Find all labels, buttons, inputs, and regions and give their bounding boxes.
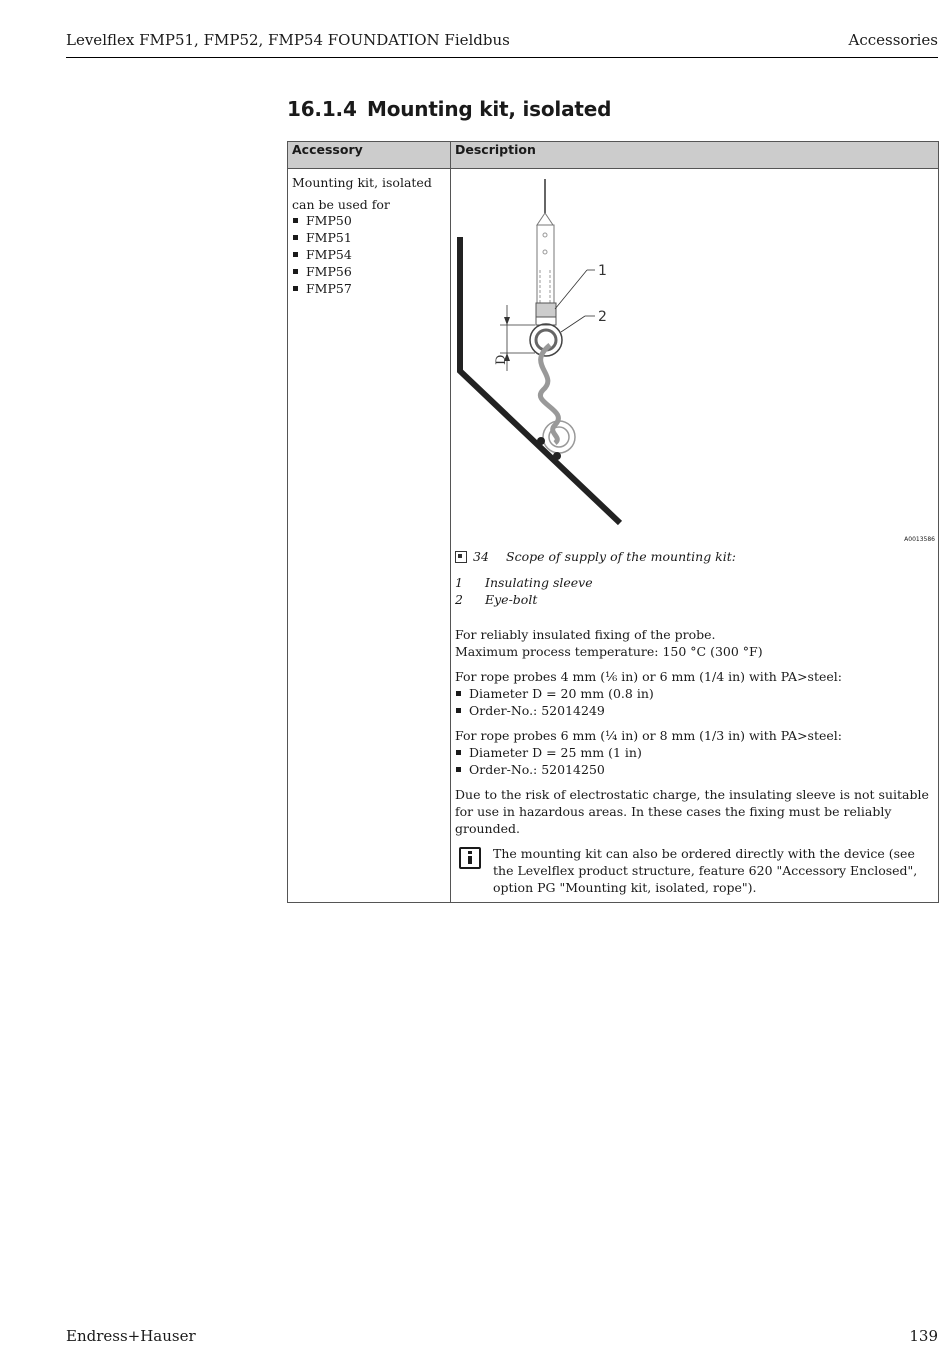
header-doc-title: Levelflex FMP51, FMP52, FMP54 FOUNDATION Fieldbus <box>66 31 510 49</box>
accessory-cell <box>288 169 451 903</box>
figure-id: A0013586 <box>904 536 935 543</box>
section-number: 16.1.4 <box>287 97 357 121</box>
list-item: FMP54 <box>292 246 446 263</box>
rope-b-intro: For rope probes 6 mm (¹⁄₄ in) or 8 mm (1/3 in) with PA>steel: <box>455 728 842 743</box>
model-list <box>292 212 446 297</box>
figure-icon <box>455 551 467 563</box>
dim-arrow-top <box>504 317 510 325</box>
footer-brand: Endress+Hauser <box>66 1327 196 1345</box>
section-heading <box>287 97 611 121</box>
rope-a-paragraph <box>455 668 934 719</box>
legend-text: Insulating sleeve <box>485 575 593 590</box>
weld-point-1 <box>537 437 545 445</box>
warning-paragraph: Due to the risk of electrostatic charge, the insulating sleeve is not suitable for use in hazardous areas. In these cases the fixing must be reliably grounded. <box>455 787 929 836</box>
legend-item <box>455 591 934 608</box>
leader-line-2 <box>561 316 585 332</box>
header-rule <box>66 57 938 58</box>
used-for-label: can be used for <box>292 197 390 212</box>
weld-point-2 <box>553 452 561 460</box>
note-block <box>455 845 934 896</box>
rope-b-list <box>455 744 934 778</box>
header-accessory: Accessory <box>288 142 451 169</box>
rope-a-list <box>455 685 934 719</box>
accessory-table <box>287 141 939 903</box>
mounting-kit-figure <box>455 175 935 545</box>
figure-caption-text: Scope of supply of the mounting kit: <box>506 549 736 564</box>
page-number: 139 <box>909 1327 938 1345</box>
list-item: Diameter D = 25 mm (1 in) <box>455 744 934 761</box>
table-header-row <box>288 142 939 169</box>
list-item: FMP51 <box>292 229 446 246</box>
list-item: Order-No.: 52014249 <box>455 702 934 719</box>
table-row <box>288 169 939 903</box>
list-item: FMP57 <box>292 280 446 297</box>
dim-label: D <box>494 354 509 365</box>
mounting-kit-drawing <box>455 175 935 545</box>
probe-tip <box>537 213 553 225</box>
figure-number: 34 <box>473 549 489 564</box>
legend-num: 2 <box>455 592 463 607</box>
accessory-name: Mounting kit, isolated <box>292 175 432 190</box>
callout-2: 2 <box>598 309 607 325</box>
callout-1: 1 <box>598 263 607 279</box>
description-cell <box>451 169 939 903</box>
figure-legend <box>455 574 934 608</box>
figure-caption <box>455 549 934 564</box>
list-item: Diameter D = 20 mm (0.8 in) <box>455 685 934 702</box>
max-temp-line: Maximum process temperature: 150 °C (300 °F) <box>455 644 763 659</box>
legend-text: Eye-bolt <box>485 592 538 607</box>
legend-num: 1 <box>455 575 463 590</box>
section-title: Mounting kit, isolated <box>367 97 612 121</box>
rope-a-intro: For rope probes 4 mm (¹⁄₆ in) or 6 mm (1/4 in) with PA>steel: <box>455 669 842 684</box>
insulating-sleeve <box>536 303 556 317</box>
header-description: Description <box>451 142 939 169</box>
info-icon <box>459 847 481 869</box>
purpose-paragraph <box>455 626 934 660</box>
list-item: Order-No.: 52014250 <box>455 761 934 778</box>
rope-b-paragraph <box>455 727 934 778</box>
purpose-line: For reliably insulated fixing of the probe. <box>455 627 716 642</box>
leader-line-1 <box>555 270 587 309</box>
legend-item <box>455 574 934 591</box>
header-chapter: Accessories <box>848 31 938 49</box>
list-item: FMP50 <box>292 212 446 229</box>
list-item: FMP56 <box>292 263 446 280</box>
note-text: The mounting kit can also be ordered directly with the device (see the Levelflex product structure, feature 620 "Accessory Enclosed", option PG "Mounting kit, isolated, rope"). <box>493 846 918 895</box>
